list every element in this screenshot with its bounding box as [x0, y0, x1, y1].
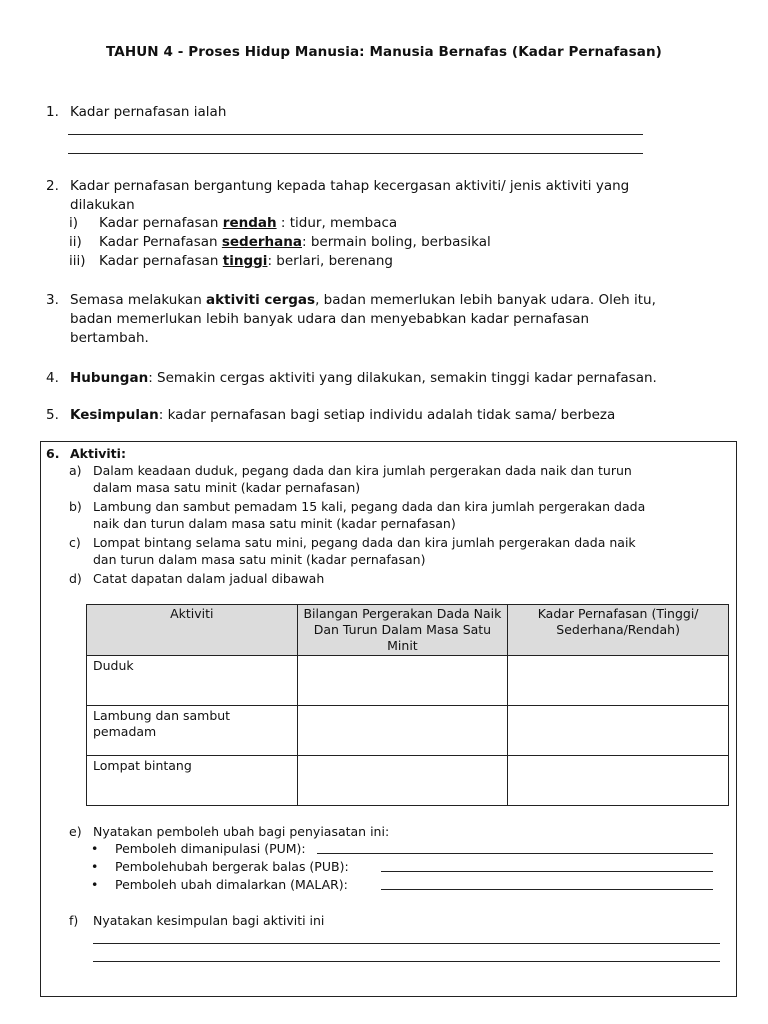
part-e-label: e) — [69, 824, 82, 839]
step-b-label: b) — [69, 499, 82, 514]
step-b-line2: naik dan turun dalam masa satu minit (kadar pernafasan) — [93, 516, 456, 531]
table-cell-activity: Lambung dan sambut pemadam — [87, 706, 298, 756]
item-1-post: : tidur, membaca — [276, 215, 398, 231]
table-header-rate: Kadar Pernafasan (Tinggi/ Sederhana/Rendah) — [508, 605, 729, 656]
q4-rest: : Semakin cergas aktiviti yang dilakukan, semakin tinggi kadar pernafasan. — [148, 370, 657, 386]
table-header-activity: Aktiviti — [87, 605, 298, 656]
conclusion-line-2[interactable] — [93, 961, 720, 962]
results-table — [86, 604, 729, 806]
item-1-roman: i) — [69, 215, 79, 231]
question-1-number: 1. — [46, 104, 59, 120]
table-row — [87, 756, 729, 806]
table-cell-count-input[interactable] — [297, 756, 508, 806]
table-cell-activity: Lompat bintang — [87, 756, 298, 806]
bullet-icon: • — [91, 877, 99, 892]
conclusion-line-1[interactable] — [93, 943, 720, 944]
question-2-number: 2. — [46, 178, 59, 194]
item-3-post: : berlari, berenang — [267, 253, 393, 269]
table-row — [87, 656, 729, 706]
step-c-label: c) — [69, 535, 81, 550]
question-4-text — [70, 369, 657, 388]
item-3-key: tinggi — [222, 253, 268, 269]
variable-pub-label: Pembolehubah bergerak balas (PUB): — [115, 859, 349, 874]
q3-pre: Semasa melakukan — [70, 292, 207, 308]
part-f-label: f) — [69, 913, 79, 928]
variable-pub — [91, 858, 716, 875]
table-cell-rate-input[interactable] — [508, 656, 729, 706]
question-5-number: 5. — [46, 407, 59, 423]
table-header-row — [87, 605, 729, 656]
step-a-line2: dalam masa satu minit (kadar pernafasan) — [93, 480, 361, 495]
step-a-label: a) — [69, 463, 82, 478]
step-b-line1: Lambung dan sambut pemadam 15 kali, pegang dada dan kira jumlah pergerakan dada — [93, 499, 646, 514]
item-1-text — [99, 214, 397, 233]
step-d-label: d) — [69, 571, 82, 586]
question-3-line3: bertambah. — [70, 330, 149, 346]
q5-bold: Kesimpulan — [70, 407, 159, 423]
variable-pum — [91, 840, 716, 857]
question-5 — [46, 406, 746, 425]
item-3-roman: iii) — [69, 253, 86, 269]
question-1-text: Kadar pernafasan ialah — [70, 104, 227, 120]
q3-bold: aktiviti cergas — [206, 292, 316, 308]
item-2-key: sederhana — [221, 234, 302, 250]
table-cell-count-input[interactable] — [297, 706, 508, 756]
table-cell-rate-input[interactable] — [508, 756, 729, 806]
answer-line-1a[interactable] — [68, 134, 643, 135]
question-5-text — [70, 406, 615, 425]
question-6-title: Aktiviti: — [70, 446, 126, 461]
question-3-line1 — [70, 291, 656, 310]
question-3-line2: badan memerlukan lebih banyak udara dan menyebabkan kadar pernafasan — [70, 311, 590, 327]
page-title: TAHUN 4 - Proses Hidup Manusia: Manusia Bernafas (Kadar Pernafasan) — [106, 44, 662, 60]
table-cell-count-input[interactable] — [297, 656, 508, 706]
answer-line-1b[interactable] — [68, 153, 643, 154]
question-2 — [46, 177, 736, 215]
question-4 — [46, 369, 746, 388]
item-3-pre: Kadar pernafasan — [99, 253, 223, 269]
step-d-line1: Catat dapatan dalam jadual dibawah — [93, 571, 325, 586]
table-row — [87, 706, 729, 756]
step-c-line1: Lompat bintang selama satu mini, pegang dada dan kira jumlah pergerakan dada naik — [93, 535, 636, 550]
item-3-text — [99, 252, 393, 271]
q3-post: , badan memerlukan lebih banyak udara. Oleh itu, — [315, 292, 656, 308]
item-2-pre: Kadar Pernafasan — [99, 234, 222, 250]
q5-rest: : kadar pernafasan bagi setiap individu adalah tidak sama/ berbeza — [158, 407, 616, 423]
q4-bold: Hubungan — [70, 370, 149, 386]
part-f-text: Nyatakan kesimpulan bagi aktiviti ini — [93, 913, 325, 928]
question-6-number: 6. — [46, 446, 60, 461]
variable-malar-label: Pemboleh ubah dimalarkan (MALAR): — [115, 877, 348, 892]
item-2-text — [99, 233, 491, 252]
question-1 — [46, 103, 726, 122]
question-3 — [46, 291, 736, 348]
part-e-text: Nyatakan pemboleh ubah bagi penyiasatan ini: — [93, 824, 390, 839]
table-cell-activity: Duduk — [87, 656, 298, 706]
question-2-text-line1: Kadar pernafasan bergantung kepada tahap kecergasan aktiviti/ jenis aktiviti yang — [70, 178, 630, 194]
item-1-key: rendah — [222, 215, 277, 231]
item-2-roman: ii) — [69, 234, 82, 250]
question-3-number: 3. — [46, 292, 59, 308]
question-2-text-line2: dilakukan — [70, 197, 135, 213]
step-c-line2: dan turun dalam masa satu minit (kadar pernafasan) — [93, 552, 426, 567]
variable-pum-answer-line[interactable] — [317, 853, 713, 854]
variable-pum-label: Pemboleh dimanipulasi (PUM): — [115, 841, 306, 856]
item-2-post: : bermain boling, berbasikal — [301, 234, 491, 250]
variable-malar — [91, 876, 716, 893]
bullet-icon: • — [91, 859, 99, 874]
step-a-line1: Dalam keadaan duduk, pegang dada dan kira jumlah pergerakan dada naik dan turun — [93, 463, 632, 478]
variable-pub-answer-line[interactable] — [381, 871, 713, 872]
bullet-icon: • — [91, 841, 99, 856]
variable-malar-answer-line[interactable] — [381, 889, 713, 890]
table-cell-rate-input[interactable] — [508, 706, 729, 756]
table-header-count: Bilangan Pergerakan Dada Naik Dan Turun Dalam Masa Satu Minit — [297, 605, 508, 656]
question-4-number: 4. — [46, 370, 59, 386]
item-1-pre: Kadar pernafasan — [99, 215, 223, 231]
